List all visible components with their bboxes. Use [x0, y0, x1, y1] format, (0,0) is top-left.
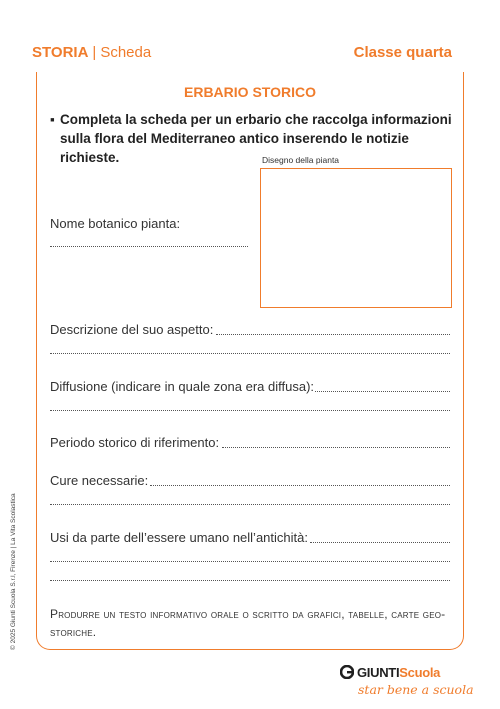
instruction [50, 110, 455, 167]
subject-label: STORIA [32, 44, 89, 61]
logo-tagline: star bene a scuola [358, 682, 474, 697]
description-line-1[interactable] [216, 334, 450, 335]
logo-mark-icon [340, 665, 354, 679]
uses-line-1[interactable] [310, 542, 450, 543]
instruction-text: Completa la scheda per un erbario che raccolga informazioni sulla flora del Mediterraneo antico inserendo le notizie richieste. [60, 112, 452, 165]
diffusion-label: Diffusione (indicare in quale zona era diffusa): [50, 379, 315, 394]
logo-main-text: GIUNTI [357, 665, 400, 680]
section-label: Scheda [100, 44, 152, 61]
copyright-text: © 2025 Giunti Scuola S.r.l, Firenze | La Vita Scolastica [10, 493, 17, 650]
care-label: Cure necessarie: [50, 473, 149, 488]
diffusion-line-1[interactable] [315, 391, 450, 392]
page-header [32, 44, 452, 66]
description-line-2[interactable] [50, 353, 450, 354]
worksheet-title: ERBARIO STORICO [184, 84, 316, 100]
drawing-box[interactable] [260, 168, 452, 308]
bullet-icon: ▪ [50, 112, 55, 127]
header-left [32, 44, 151, 61]
uses-line-2[interactable] [50, 561, 450, 562]
care-line-1[interactable] [150, 485, 450, 486]
grade-label: Classe quarta [353, 44, 452, 61]
diffusion-line-2[interactable] [50, 410, 450, 411]
period-label: Periodo storico di riferimento: [50, 435, 220, 450]
learning-objective-note: Produrre un testo informativo orale o scritto da grafici, tabelle, carte geo-storiche. [50, 607, 446, 639]
header-separator: | [92, 44, 97, 61]
giunti-scuola-logo [340, 665, 474, 705]
care-line-2[interactable] [50, 504, 450, 505]
logo-name [357, 665, 440, 680]
botanical-name-line[interactable] [50, 246, 248, 247]
description-label: Descrizione del suo aspetto: [50, 322, 214, 337]
uses-label: Usi da parte dell’essere umano nell’antichità: [50, 530, 308, 545]
uses-line-3[interactable] [50, 580, 450, 581]
logo-accent-text: Scuola [399, 665, 441, 680]
botanical-name-label: Nome botanico pianta: [50, 216, 181, 231]
period-line[interactable] [222, 447, 450, 448]
drawing-label: Disegno della pianta [262, 155, 340, 165]
